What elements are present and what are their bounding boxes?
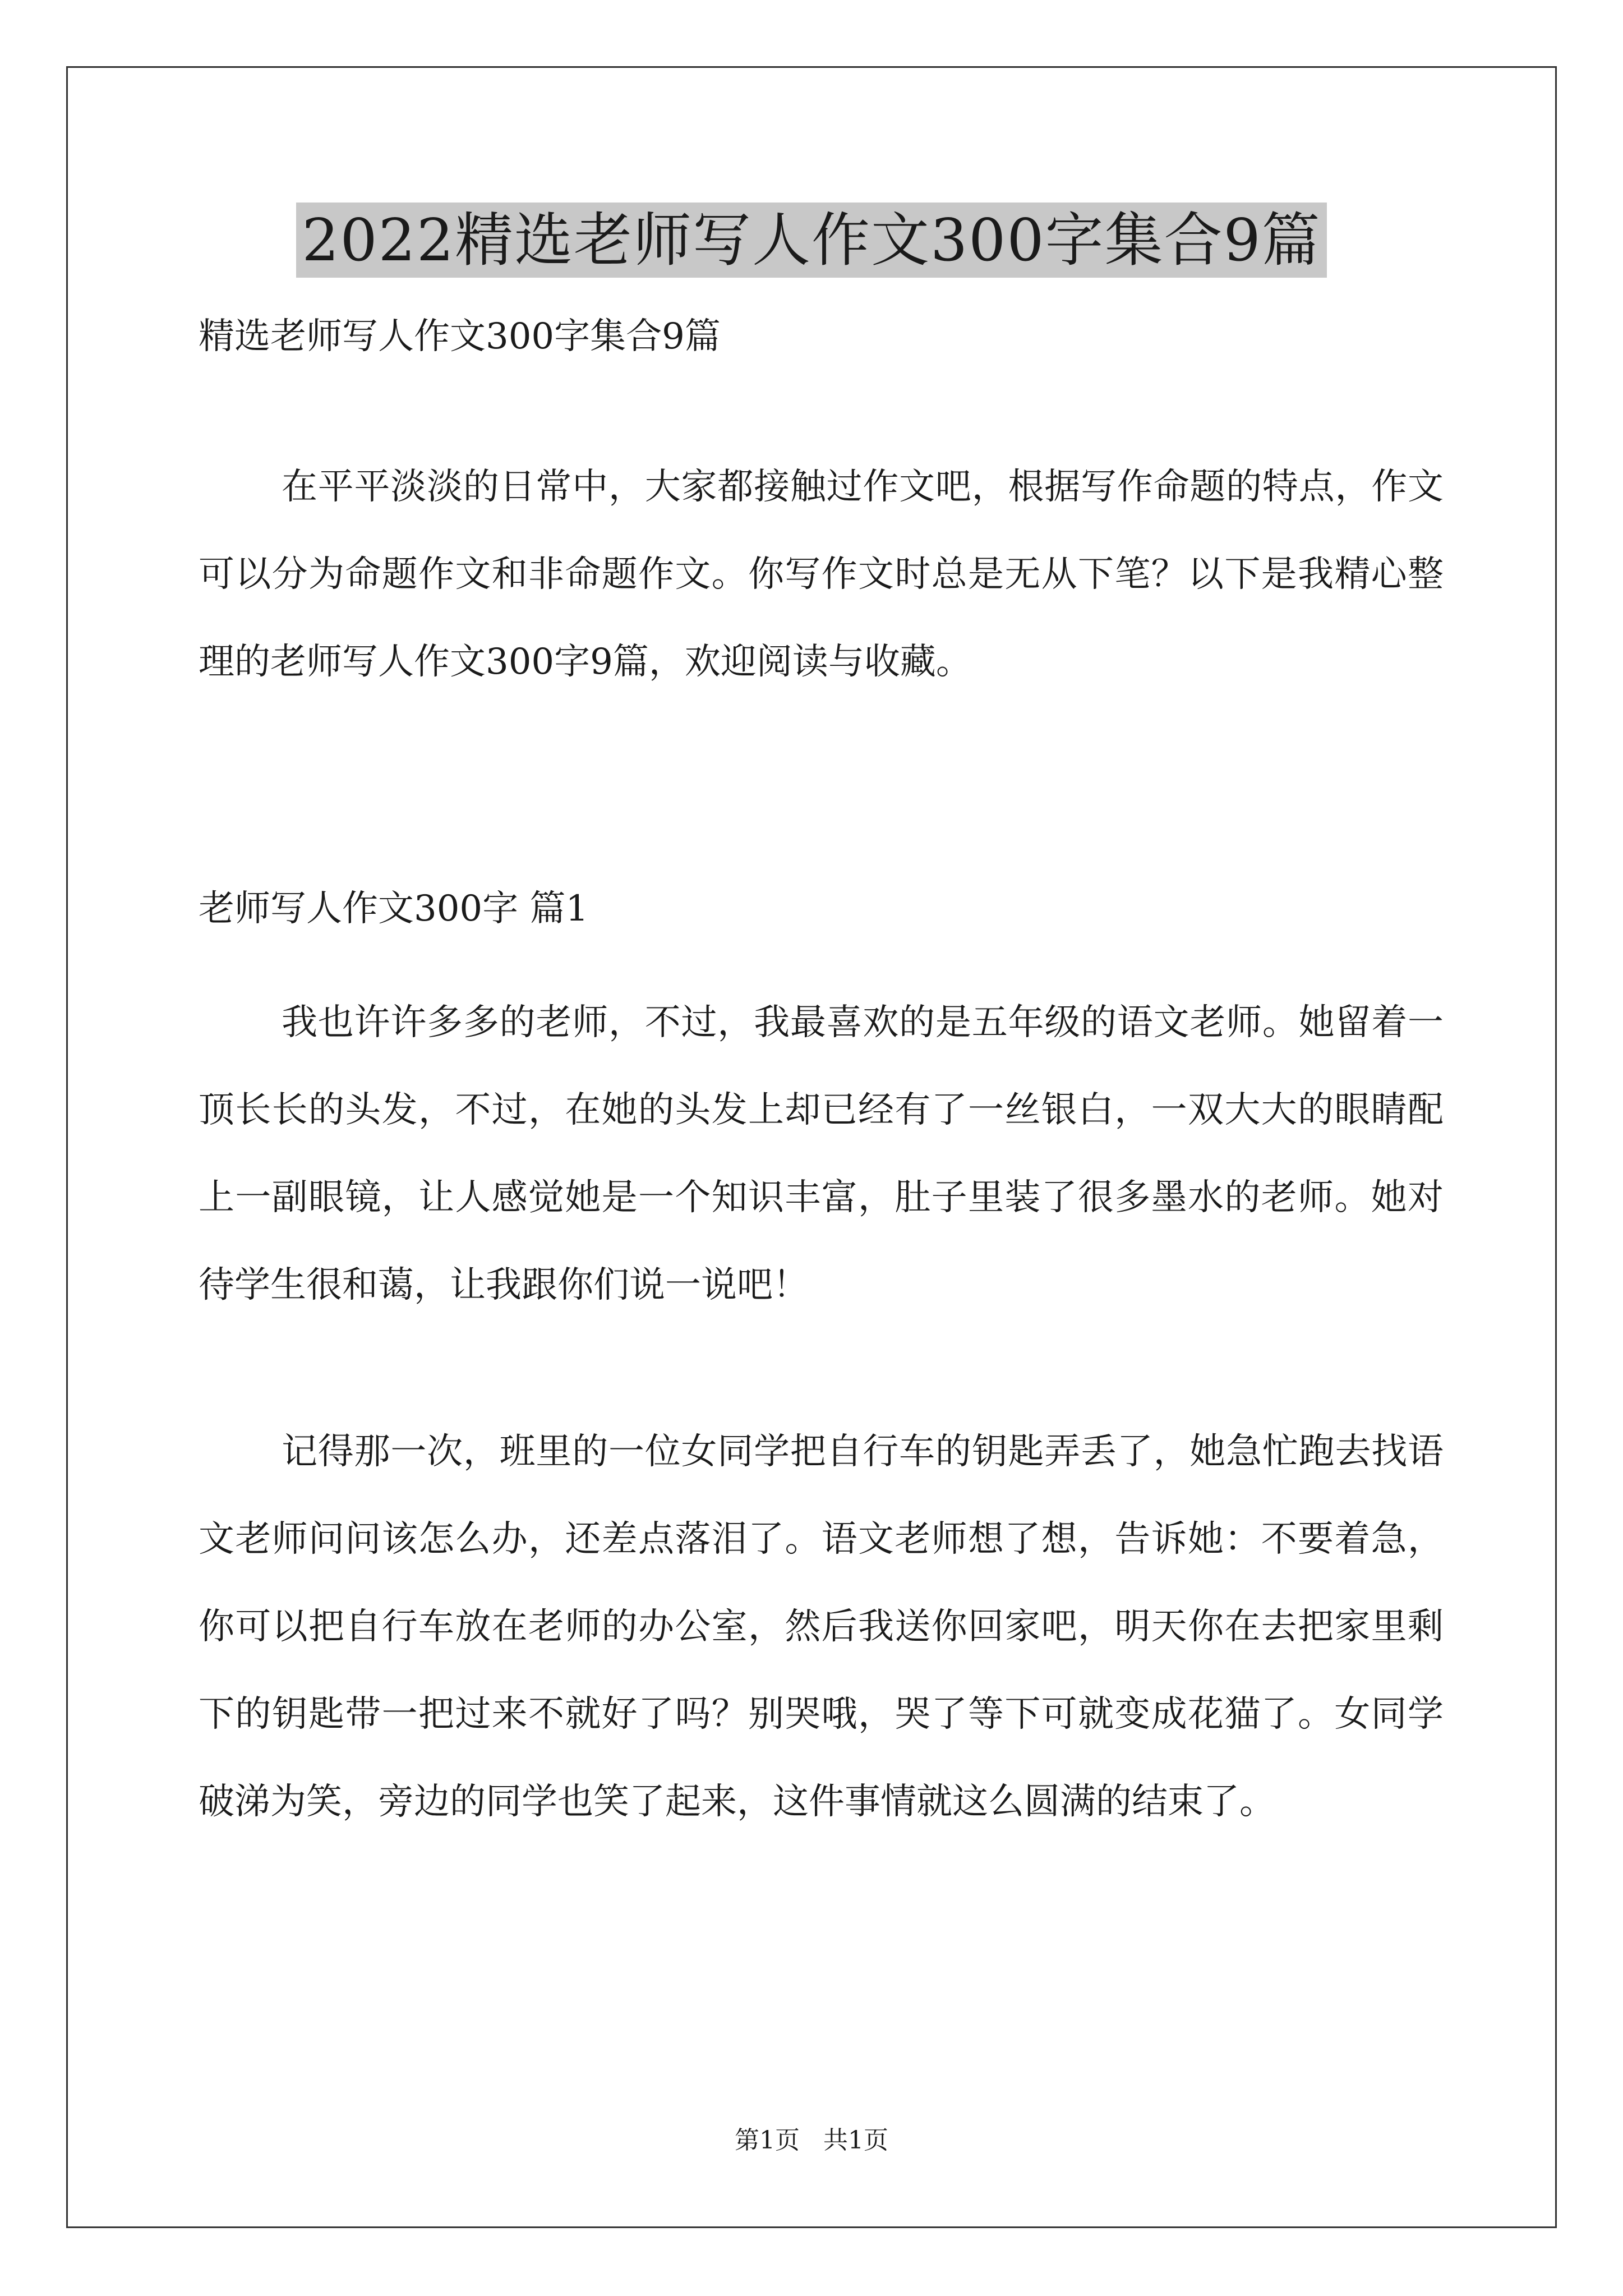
document-title-text: 2022精选老师写人作文300字集合9篇 [296, 203, 1326, 278]
document-title [0, 201, 1623, 279]
page-footer: 第1页 共1页 [735, 2126, 888, 2155]
section-heading: 老师写人作文300字 篇1 [199, 888, 589, 930]
body-paragraph-1: 我也许许多多的老师，不过，我最喜欢的是五年级的语文老师。她留着一顶长长的头发，不过，在她的头发上却已经有了一丝银白，一双大大的眼睛配上一副眼镜，让人感觉她是一个知识丰富，肚子里装了很多墨水的老师。她对待学生很和蔼，让我跟你们说一说吧！ [199, 1002, 1444, 1306]
body-paragraph-2: 记得那一次，班里的一位女同学把自行车的钥匙弄丢了，她急忙跑去找语文老师问问该怎么办，还差点落泪了。语文老师想了想，告诉她：不要着急，你可以把自行车放在老师的办公室，然后我送你回家吧，明天你在去把家里剩下的钥匙带一把过来不就好了吗？别哭哦，哭了等下可就变成花猫了。女同学破涕为笑，旁边的同学也笑了起来，这件事情就这么圆满的结束了。 [199, 1431, 1444, 1823]
document-subtitle: 精选老师写人作文300字集合9篇 [199, 316, 721, 357]
intro-paragraph: 在平平淡淡的日常中，大家都接触过作文吧，根据写作命题的特点，作文可以分为命题作文和非命题作文。你写作文时总是无从下笔？以下是我精心整理的老师写人作文300字9篇，欢迎阅读与收藏。 [199, 466, 1444, 683]
